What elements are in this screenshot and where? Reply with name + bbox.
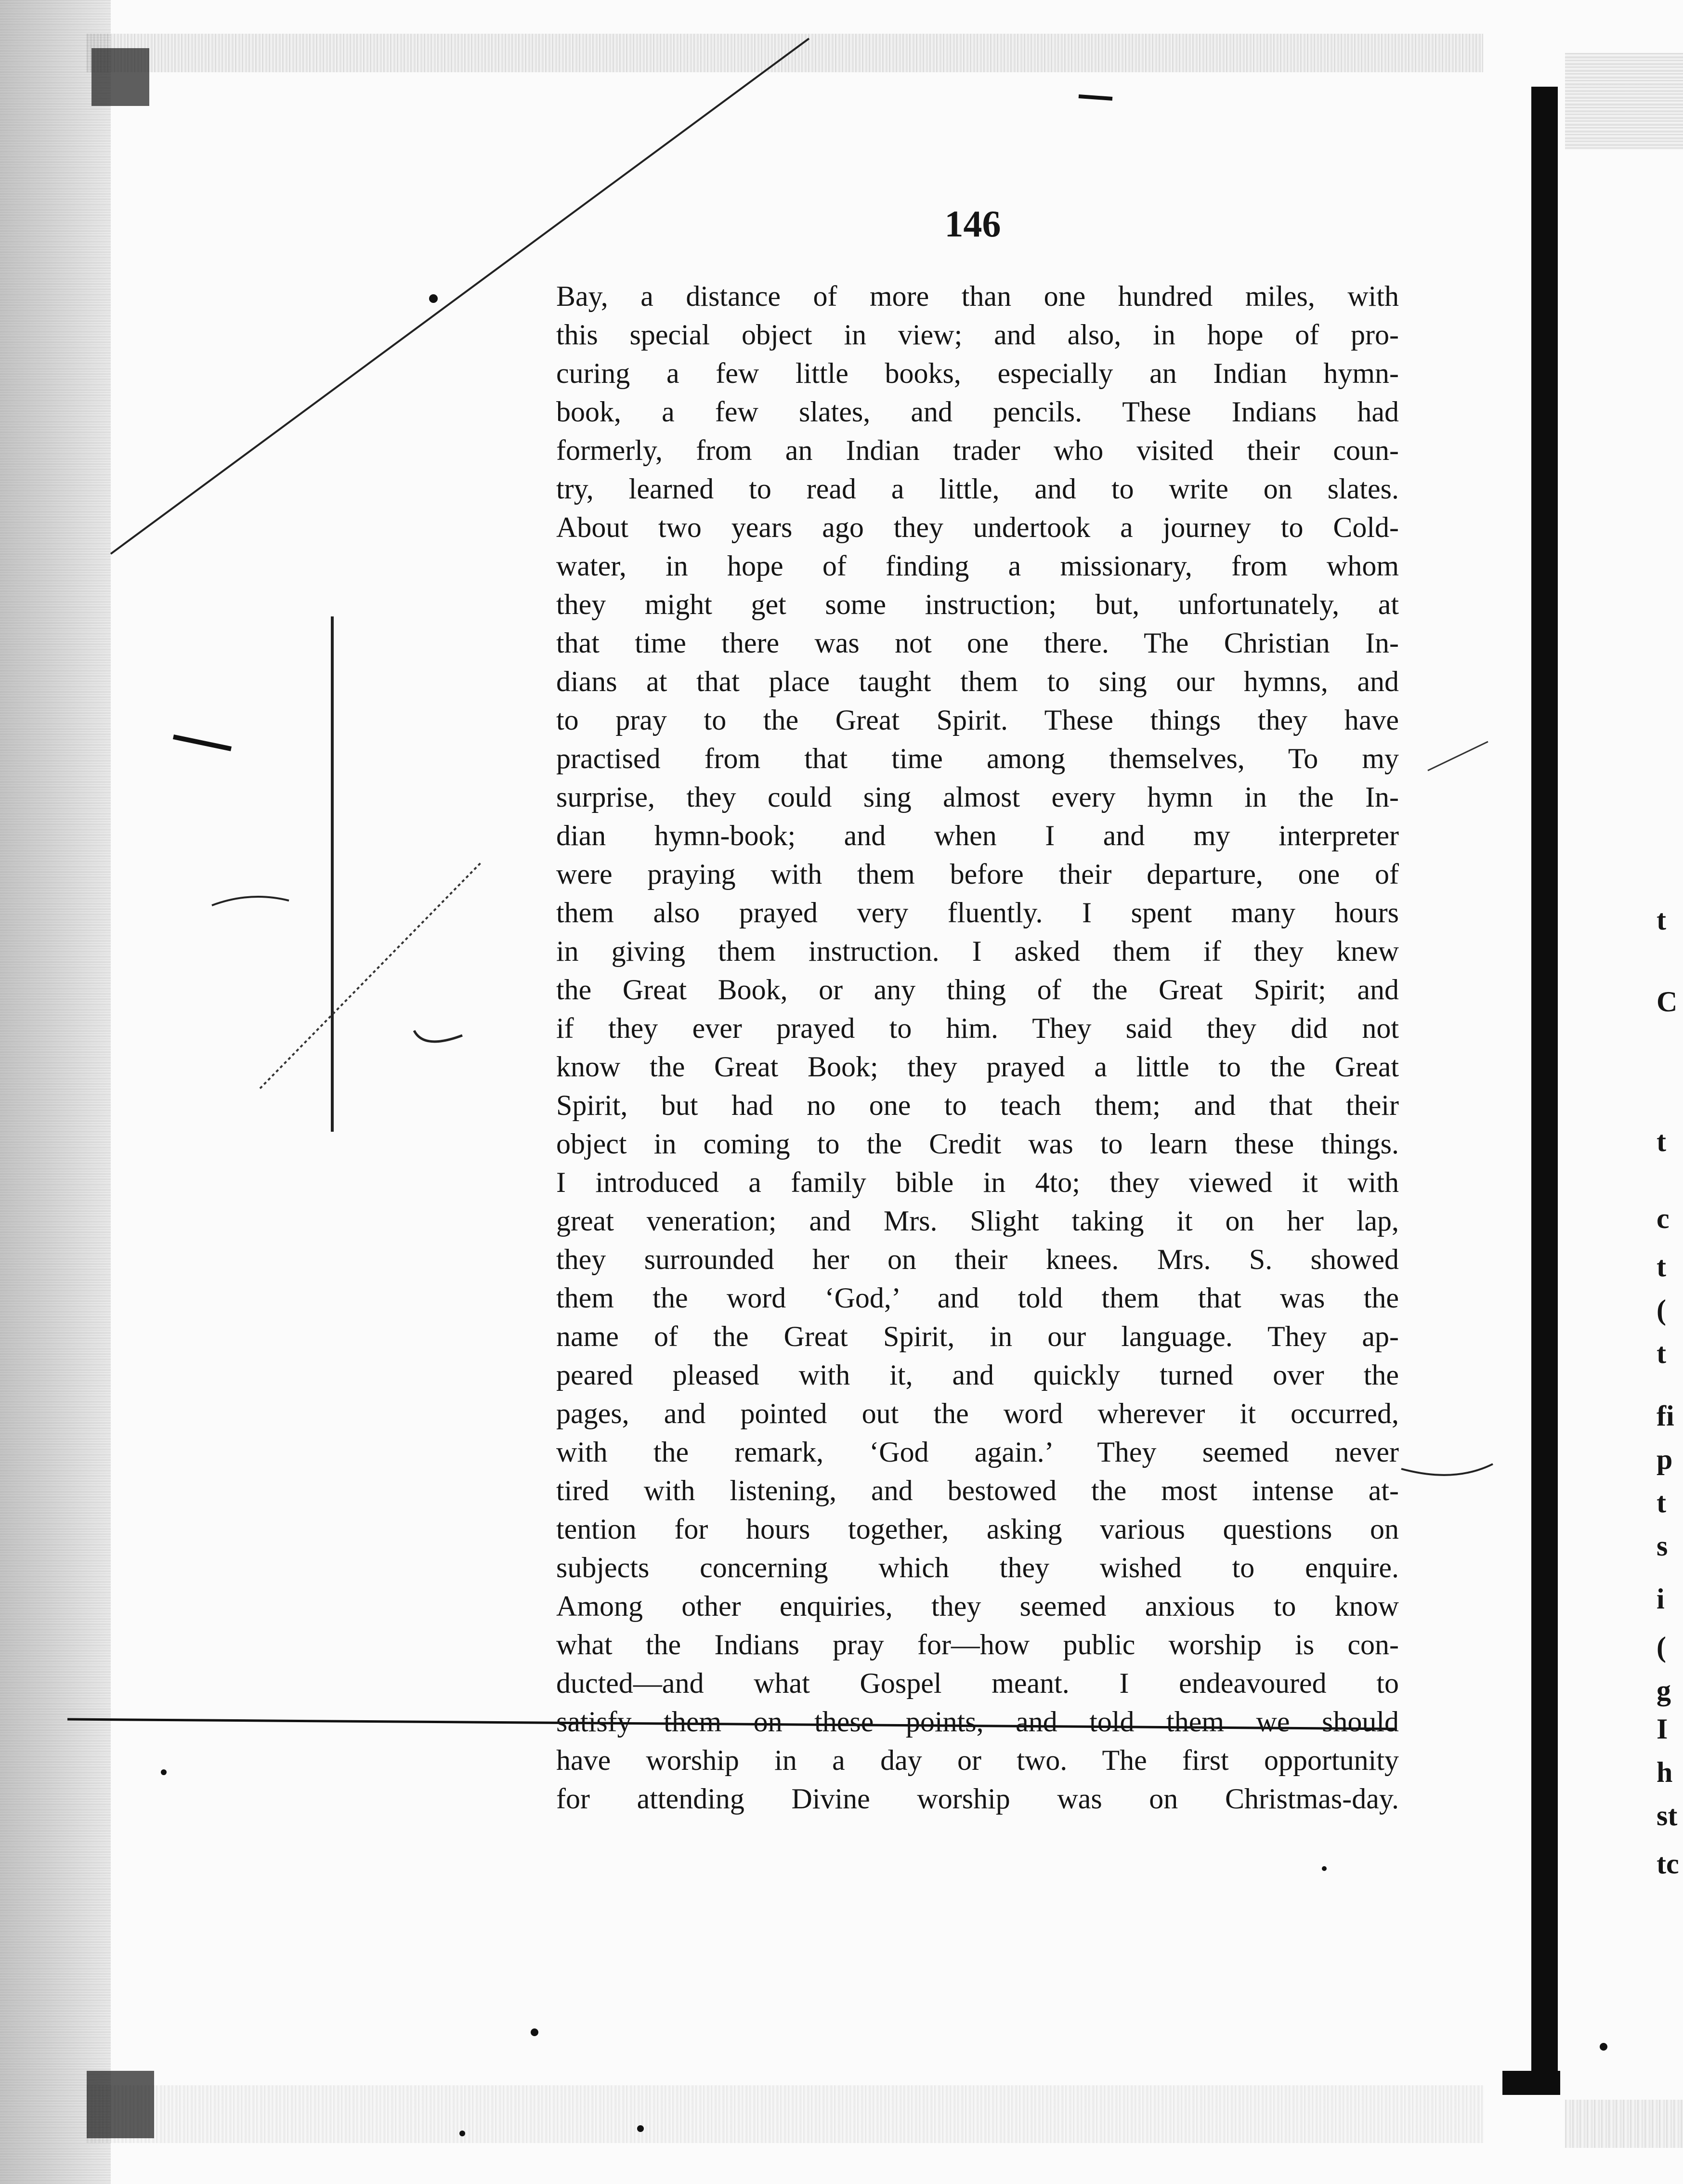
text-line: they might get some instruction; but, unfortunately, at [556,589,1399,620]
text-line: dian hymn-book; and when I and my interpreter [556,820,1399,851]
text-line: try, learned to read a little, and to write on slates. [556,473,1399,505]
text-line: tired with listening, and bestowed the most intense at- [556,1475,1399,1506]
text-line: I introduced a family bible in 4to; they viewed it with [556,1166,1399,1198]
facing-page-fragment: i [1657,1583,1665,1615]
text-line: great veneration; and Mrs. Slight taking it on her lap, [556,1205,1399,1237]
facing-page-fragment: g [1657,1674,1671,1706]
text-line: them the word ‘God,’ and told them that was the [556,1282,1399,1314]
facing-page-fragment: tc [1657,1848,1679,1880]
text-line: object in coming to the Credit was to learn these things. [556,1128,1399,1160]
text-line: they surrounded her on their knees. Mrs. S. showed [556,1243,1399,1275]
page-number: 146 [944,203,1001,245]
text-line: peared pleased with it, and quickly turned over the [556,1359,1399,1391]
facing-page-fragment: c [1657,1203,1670,1234]
text-line: water, in hope of finding a missionary, from whom [556,550,1399,582]
text-line: ducted—and what Gospel meant. I endeavoured to [556,1667,1399,1699]
text-line: Bay, a distance of more than one hundred miles, with [556,280,1399,312]
facing-page-fragment: st [1657,1800,1678,1831]
text-line: subjects concerning which they wished to enquire. [556,1552,1399,1583]
text-line: have worship in a day or two. The first opportunity [556,1744,1399,1776]
text-line: for attending Divine worship was on Christmas-day. [556,1783,1399,1815]
text-line: Spirit, but had no one to teach them; and that their [556,1089,1399,1121]
text-line: what the Indians pray for—how public worship is con- [556,1629,1399,1661]
text-line: About two years ago they undertook a journey to Cold- [556,511,1399,543]
text-line: pages, and pointed out the word wherever it occurred, [556,1398,1399,1429]
text-line: curing a few little books, especially an Indian hymn- [556,357,1399,389]
text-line: tention for hours together, asking various questions on [556,1513,1399,1545]
binding-edge-foot [1502,2071,1560,2095]
facing-page-fragment: t [1657,1337,1666,1369]
facing-page-fragment: t [1657,904,1666,936]
page-body-text [556,277,1399,1818]
text-line: in giving them instruction. I asked them if they knew [556,935,1399,967]
facing-page-fragment: ( [1657,1294,1666,1326]
facing-page-fragment: p [1657,1443,1673,1475]
text-line: that time there was not one there. The Christian In- [556,627,1399,659]
facing-page-fragment: t [1657,1251,1666,1282]
facing-page-fragment: s [1657,1530,1668,1562]
text-line: name of the Great Spirit, in our language. They ap- [556,1321,1399,1352]
facing-page-fragment: t [1657,1487,1666,1518]
facing-page-fragments [1657,0,1683,2184]
text-line: with the remark, ‘God again.’ They seemed never [556,1436,1399,1468]
facing-page-fragment: fi [1657,1400,1674,1432]
text-line: surprise, they could sing almost every hymn in the In- [556,781,1399,813]
text-line: know the Great Book; they prayed a little to the Great [556,1051,1399,1083]
facing-page-fragment: I [1657,1713,1668,1745]
text-line: dians at that place taught them to sing our hymns, and [556,666,1399,697]
text-line: satisfy them on these points, and told them we should [556,1706,1399,1738]
text-line: the Great Book, or any thing of the Great Spirit; and [556,974,1399,1006]
text-line: practised from that time among themselves, To my [556,743,1399,774]
text-line: if they ever prayed to him. They said they did not [556,1012,1399,1044]
text-line: formerly, from an Indian trader who visited their coun- [556,434,1399,466]
text-line: to pray to the Great Spirit. These things they have [556,704,1399,736]
facing-page-fragment: t [1657,1125,1666,1157]
facing-page-fragment: ( [1657,1631,1666,1663]
text-line: were praying with them before their departure, one of [556,858,1399,890]
facing-page-fragment: h [1657,1756,1673,1788]
facing-page-fragment: C [1657,986,1678,1018]
text-line: Among other enquiries, they seemed anxious to know [556,1590,1399,1622]
binding-edge [1531,87,1558,2095]
text-line: book, a few slates, and pencils. These Indians had [556,396,1399,428]
text-line: them also prayed very fluently. I spent many hours [556,897,1399,929]
text-line: this special object in view; and also, in hope of pro- [556,319,1399,351]
